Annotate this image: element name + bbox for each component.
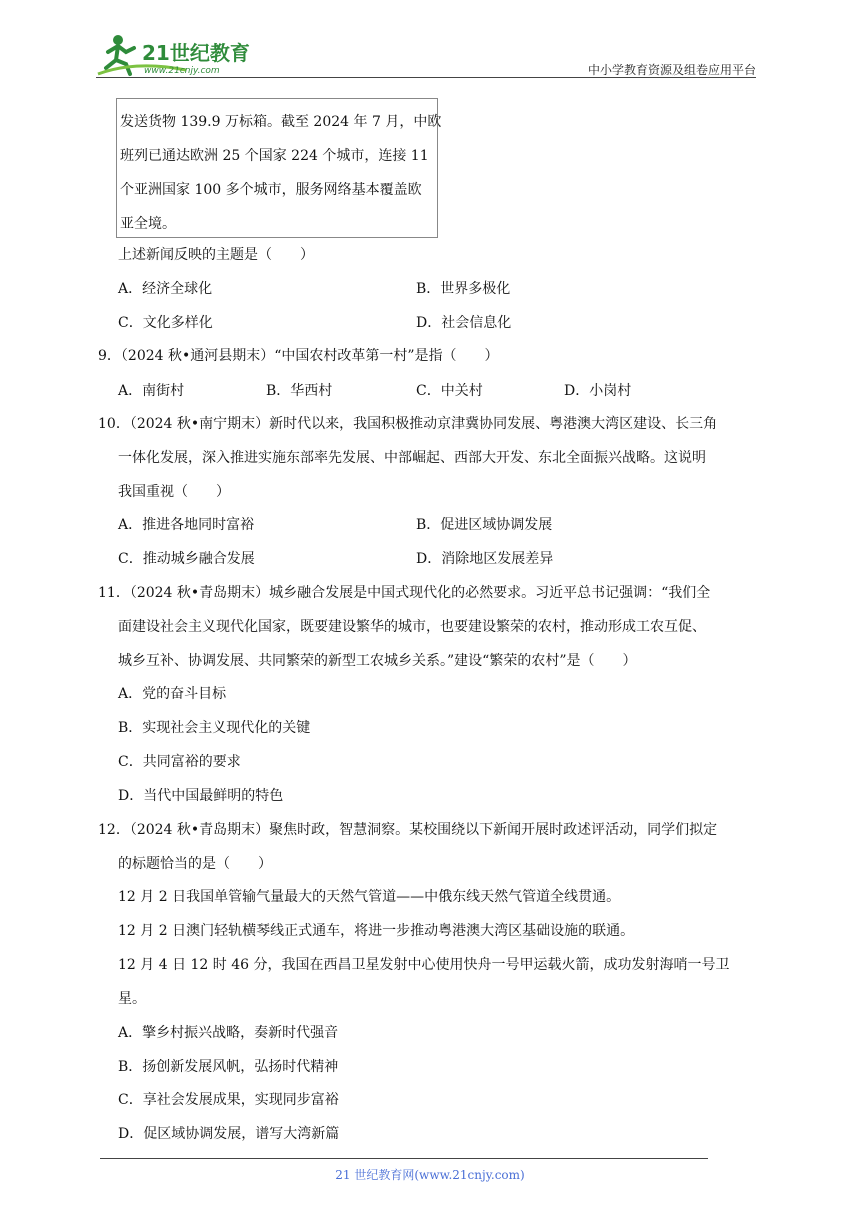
q12-news-line: 12 月 4 日 12 时 46 分，我国在西昌卫星发射中心使用快舟一号甲运载火箭，成功发射海哨一号卫 [118, 957, 730, 973]
q10-stem-line: 一体化发展，深入推进实施东部率先发展、中部崛起、西部大开发、东北全面振兴战略。这说明 [118, 450, 706, 466]
quote-line: 班列已通达欧洲 25 个国家 224 个城市，连接 11 [120, 148, 429, 164]
q8-option-d[interactable]: D．社会信息化 [416, 315, 512, 331]
q11-option-d[interactable]: D．当代中国最鲜明的特色 [118, 788, 284, 804]
q10-stem-line: 10．（2024 秋•南宁期末）新时代以来，我国积极推动京津冀协同发展、粤港澳大湾区建设、长三角 [98, 416, 718, 432]
platform-name: 中小学教育资源及组卷应用平台 [587, 63, 756, 77]
logo-text: 21世纪教育 [142, 41, 250, 65]
q8-option-c[interactable]: C．文化多样化 [118, 315, 213, 331]
q8-option-b[interactable]: B．世界多极化 [416, 281, 511, 297]
header-divider [96, 77, 756, 78]
q11-stem-line: 面建设社会主义现代化国家，既要建设繁华的城市，也要建设繁荣的农村，推动形成工农互促、 [118, 619, 706, 635]
q11-option-a[interactable]: A．党的奋斗目标 [118, 686, 227, 702]
q8-stem: 上述新闻反映的主题是（ ） [118, 247, 314, 263]
q12-option-c[interactable]: C．享社会发展成果，实现同步富裕 [118, 1092, 339, 1108]
q11-stem-line: 城乡互补、协调发展、共同繁荣的新型工农城乡关系。”建设“繁荣的农村”是（ ） [118, 653, 637, 669]
quote-line: 亚全境。 [120, 216, 176, 232]
page-header [96, 30, 756, 80]
q12-news-line: 12 月 2 日我国单管输气量最大的天然气管道——中俄东线天然气管道全线贯通。 [118, 889, 621, 905]
quote-line: 个亚洲国家 100 多个城市，服务网络基本覆盖欧 [120, 182, 422, 198]
q9-stem: 9．（2024 秋•通河县期末）“中国农村改革第一村”是指（ ） [98, 348, 499, 364]
q12-option-b[interactable]: B．扬创新发展风帆，弘扬时代精神 [118, 1059, 339, 1075]
q11-option-c[interactable]: C．共同富裕的要求 [118, 754, 241, 770]
footer-link[interactable]: 21 世纪教育网(www.21cnjy.com) [335, 1168, 525, 1182]
footer-divider [100, 1158, 708, 1159]
logo-url: www.21cnjy.com [144, 66, 220, 76]
q8-option-a[interactable]: A．经济全球化 [118, 281, 213, 297]
q11-option-b[interactable]: B．实现社会主义现代化的关键 [118, 720, 311, 736]
q9-option-d[interactable]: D．小岗村 [564, 383, 632, 399]
q10-option-a[interactable]: A．推进各地同时富裕 [118, 517, 255, 533]
q10-option-d[interactable]: D．消除地区发展差异 [416, 551, 554, 567]
logo [96, 30, 266, 80]
q9-option-c[interactable]: C．中关村 [416, 383, 483, 399]
q12-option-d[interactable]: D．促区域协调发展，谱写大湾新篇 [118, 1126, 340, 1142]
q10-stem-line: 我国重视（ ） [118, 484, 230, 500]
q12-news-line: 12 月 2 日澳门轻轨横琴线正式通车，将进一步推动粤港澳大湾区基础设施的联通。 [118, 923, 635, 939]
q12-stem-line: 12．（2024 秋•青岛期末）聚焦时政，智慧洞察。某校围绕以下新闻开展时政述评活动，同学们拟定 [98, 822, 718, 838]
news-quote-box [116, 98, 442, 238]
q12-stem-line: 的标题恰当的是（ ） [118, 856, 272, 872]
q9-option-b[interactable]: B．华西村 [266, 383, 333, 399]
q10-option-b[interactable]: B．促进区域协调发展 [416, 517, 553, 533]
quote-line: 发送货物 139.9 万标箱。截至 2024 年 7 月，中欧 [120, 114, 442, 130]
q12-option-a[interactable]: A．擎乡村振兴战略，奏新时代强音 [118, 1025, 339, 1041]
q11-stem-line: 11．（2024 秋•青岛期末）城乡融合发展是中国式现代化的必然要求。习近平总书记强调：“我们全 [98, 585, 711, 601]
q9-option-a[interactable]: A．南街村 [118, 383, 185, 399]
q10-option-c[interactable]: C．推动城乡融合发展 [118, 551, 255, 567]
q12-news-line: 星。 [118, 991, 146, 1007]
